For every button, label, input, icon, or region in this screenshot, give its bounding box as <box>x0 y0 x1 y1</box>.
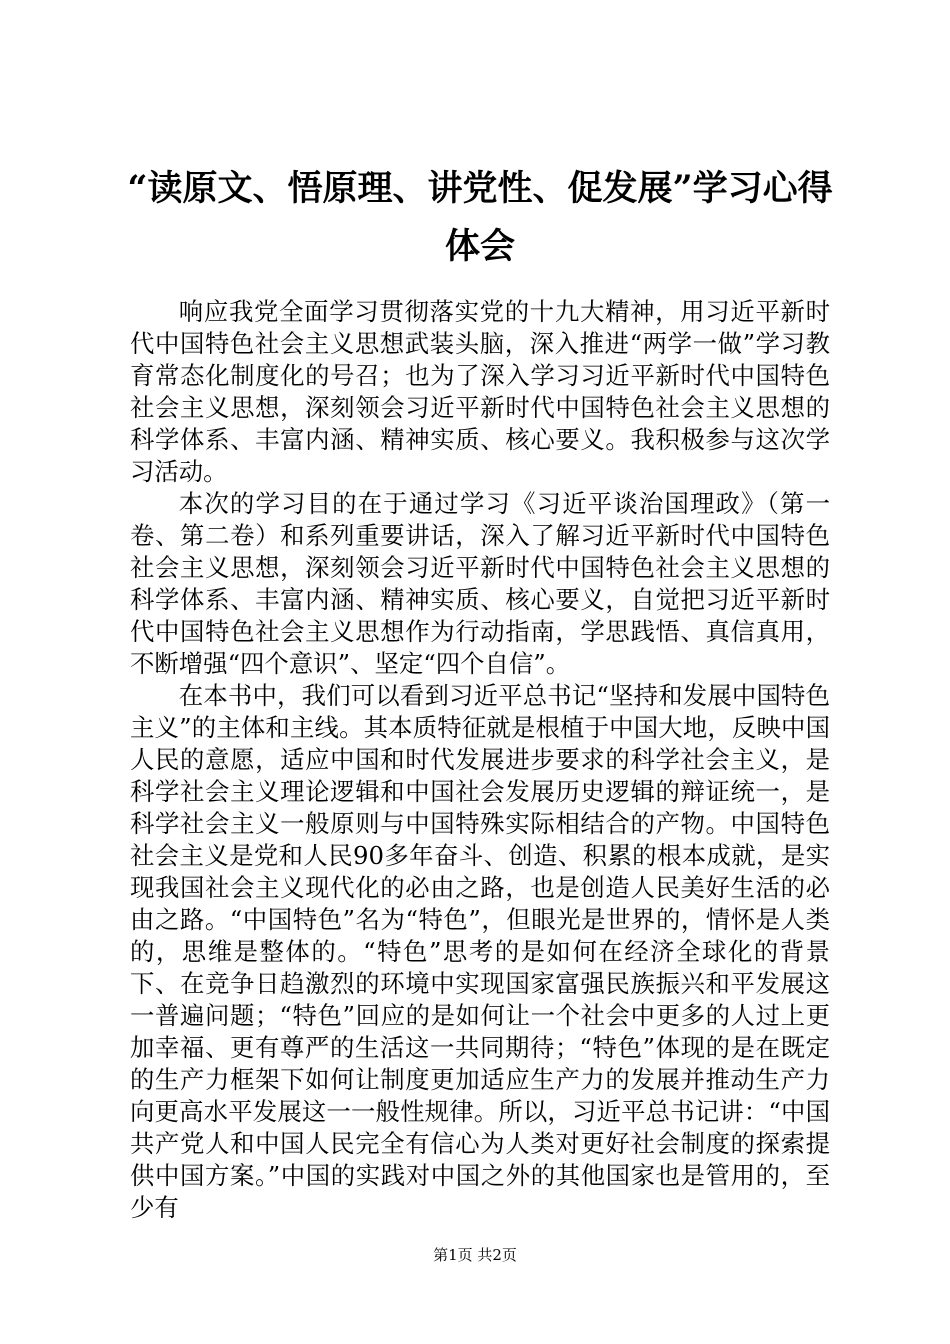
paragraph-2: 本次的学习目的在于通过学习《习近平谈治国理政》（第一卷、第二卷）和系列重要讲话，深入了解习近平新时代中国特色社会主义思想，深刻领会习近平新时代中国特色社会主义思想的科学体系、丰富内涵、精神实质、核心要义，自觉把习近平新时代中国特色社会主义思想作为行动指南，学思践悟、真信真用，不断增强“四个意识”、坚定“四个自信”。 <box>130 489 830 678</box>
document-body <box>130 296 830 1224</box>
page-number-footer: 第1页 共2页 <box>433 1246 517 1264</box>
document-title: “读原文、悟原理、讲党性、促发展”学习心得体会 <box>127 168 833 267</box>
paragraph-1: 响应我党全面学习贯彻落实党的十九大精神，用习近平新时代中国特色社会主义思想武装头脑，深入推进“两学一做”学习教育常态化制度化的号召；也为了深入学习习近平新时代中国特色社会主义思想，深刻领会习近平新时代中国特色社会主义思想的科学体系、丰富内涵、精神实质、核心要义。我积极参与这次学习活动。 <box>130 297 830 486</box>
paragraph-3: 在本书中，我们可以看到习近平总书记“坚持和发展中国特色主义”的主体和主线。其本质特征就是根植于中国大地，反映中国人民的意愿，适应中国和时代发展进步要求的科学社会主义，是科学社会主义理论逻辑和中国社会发展历史逻辑的辩证统一，是科学社会主义一般原则与中国特殊实际相结合的产物。中国特色社会主义是党和人民90多年奋斗、创造、积累的根本成就，是实现我国社会主义现代化的必由之路，也是创造人民美好生活的必由之路。“中国特色”名为“特色”，但眼光是世界的，情怀是人类的，思维是整体的。“特色”思考的是如何在经济全球化的背景下、在竞争日趋激烈的环境中实现国家富强民族振兴和平发展这一普遍问题；“特色”回应的是如何让一个社会中更多的人过上更加幸福、更有尊严的生活这一共同期待；“特色”体现的是在既定的生产力框架下如何让制度更加适应生产力的发展并推动生产力向更高水平发展这一一般性规律。所以，习近平总书记讲：“中国共产党人和中国人民完全有信心为人类对更好社会制度的探索提供中国方案。”中国的实践对中国之外的其他国家也是管用的，至少有 <box>130 681 830 1222</box>
